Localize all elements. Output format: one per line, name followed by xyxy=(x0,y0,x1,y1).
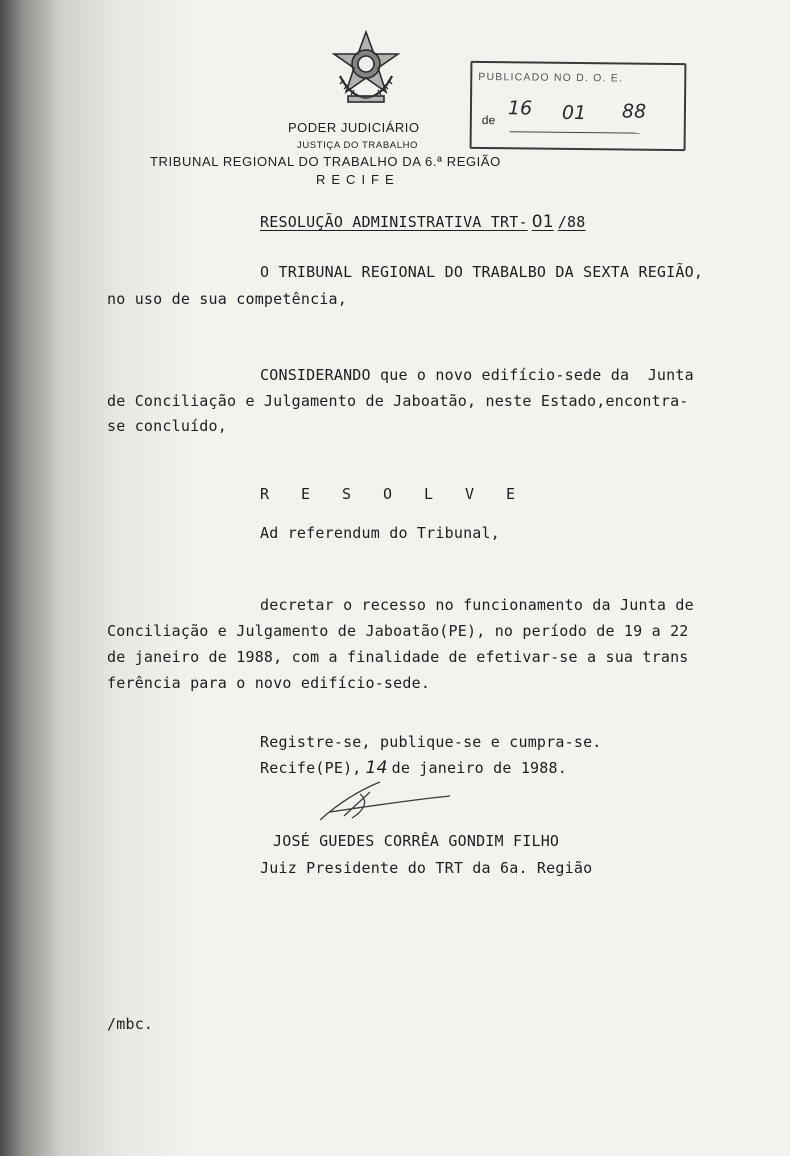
decretar-line-1: decretar o recesso no funcionamento da Junta de xyxy=(260,596,694,614)
resolve-letter: S xyxy=(342,485,352,503)
handwritten-signature-icon xyxy=(300,772,460,832)
resolve-letter: O xyxy=(383,485,393,503)
signatory-name: JOSÉ GUEDES CORRÊA GONDIM FILHO xyxy=(273,832,560,850)
resolve-letter: V xyxy=(465,485,475,503)
resolve-letter: L xyxy=(424,485,434,503)
resolve-heading xyxy=(260,485,547,503)
ad-referendum: Ad referendum do Tribunal, xyxy=(260,524,500,542)
resolve-letter: E xyxy=(506,485,516,503)
publication-stamp xyxy=(470,61,687,151)
closing-day-handwritten: 14 xyxy=(365,758,388,778)
header-line-tribunal: TRIBUNAL REGIONAL DO TRABALHO DA 6.ª REGIÃO xyxy=(150,154,501,169)
header-line-justica-trabalho: JUSTIÇA DO TRABALHO xyxy=(297,140,419,151)
header-line-recife: RECIFE xyxy=(316,172,400,187)
considerando-line-1: CONSIDERANDO que o novo edifício-sede da Junta xyxy=(260,366,694,384)
title-prefix: RESOLUÇÃO ADMINISTRATIVA TRT- xyxy=(260,213,528,231)
brasao-emblem-icon xyxy=(330,30,402,106)
document-title xyxy=(260,212,585,232)
resolve-letter: R xyxy=(260,485,270,503)
closing-place: Recife(PE), xyxy=(260,759,362,777)
stamp-day: 16 xyxy=(507,97,533,120)
title-suffix: /88 xyxy=(557,213,586,231)
closing-date-rest: de janeiro de 1988. xyxy=(391,759,567,777)
considerando-line-3: se concluído, xyxy=(107,417,227,435)
decretar-line-3: de janeiro de 1988, com a finalidade de efetivar-se a sua trans xyxy=(107,648,689,666)
typist-initials: /mbc. xyxy=(107,1015,154,1033)
signatory-role: Juiz Presidente do TRT da 6a. Região xyxy=(260,859,593,877)
closing-line-1: Registre-se, publique-se e cumpra-se. xyxy=(260,733,602,751)
decretar-line-4: ferência para o novo edifício-sede. xyxy=(107,674,431,692)
stamp-prefix: de xyxy=(481,112,496,128)
resolve-letter: E xyxy=(301,485,311,503)
decretar-line-2: Conciliação e Julgamento de Jaboatão(PE), no período de 19 a 22 xyxy=(107,622,689,640)
intro-line-2: no uso de sua competência, xyxy=(107,290,347,308)
stamp-date-line xyxy=(510,131,640,133)
title-number: 01 xyxy=(531,212,554,232)
intro-line-1: O TRIBUNAL REGIONAL DO TRABALBO DA SEXTA REGIÃO, xyxy=(260,263,704,281)
stamp-label: PUBLICADO NO D. O. E. xyxy=(478,70,624,85)
stamp-month: 01 xyxy=(561,101,587,125)
stamp-year: 88 xyxy=(621,100,647,123)
header-line-poder-judiciario: PODER JUDICIÁRIO xyxy=(288,120,420,135)
considerando-line-2: de Conciliação e Julgamento de Jaboatão, neste Estado,encontra- xyxy=(107,392,689,410)
